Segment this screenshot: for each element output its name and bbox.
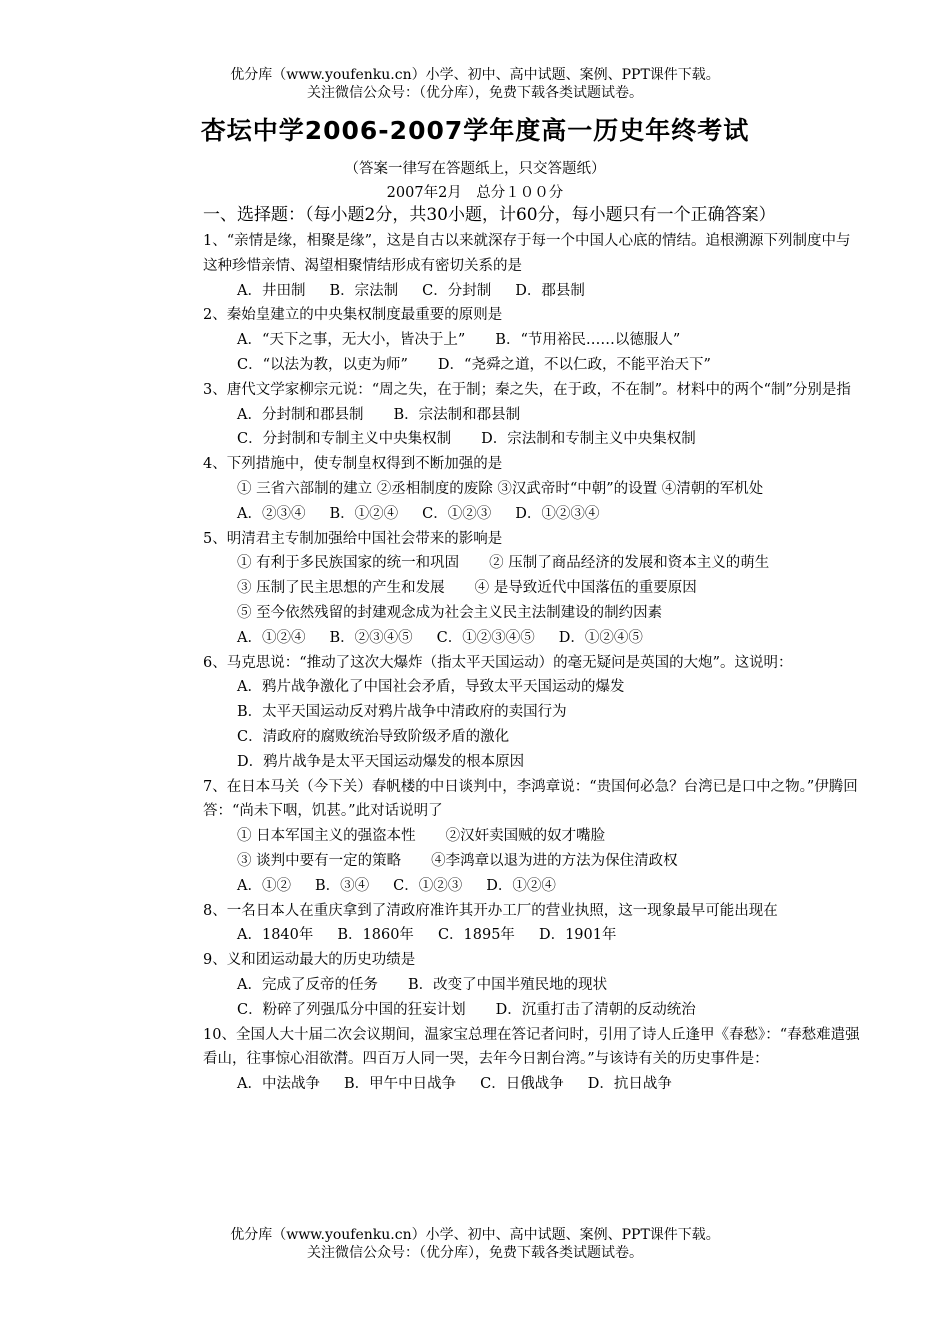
option-line bbox=[203, 725, 863, 750]
question-stem: 3、唐代文学家柳宗元说：“周之失，在于制；秦之失，在于政，不在制”。材料中的两个“制”分别是指 bbox=[203, 381, 851, 398]
option-text: D．宗法制和专制主义中央集权制 bbox=[481, 431, 696, 448]
option-text: ① 有利于多民族国家的统一和巩固 bbox=[237, 555, 460, 572]
option-text: A．分封制和郡县制 bbox=[237, 406, 364, 423]
option-text: A．井田制 bbox=[237, 282, 306, 299]
question-block bbox=[203, 651, 863, 775]
option-text: ②汉奸卖国贼的奴才嘴脸 bbox=[445, 828, 606, 845]
option-line bbox=[203, 576, 863, 601]
option-text: B．宗法制和郡县制 bbox=[393, 406, 521, 423]
option-text: ① 日本军国主义的强盗本性 bbox=[237, 828, 416, 845]
page-header bbox=[0, 66, 950, 102]
option-text: C．“以法为教，以吏为师” bbox=[237, 356, 408, 373]
option-text: ⑤ 至今依然残留的封建观念成为社会主义民主法制建设的制约因素 bbox=[237, 604, 663, 621]
option-line bbox=[203, 923, 863, 948]
option-text: A．完成了反帝的任务 bbox=[237, 976, 378, 993]
option-line bbox=[203, 353, 863, 378]
option-text: C．分封制 bbox=[422, 282, 492, 299]
question-block bbox=[203, 527, 863, 651]
option-text: ① 三省六部制的建立 ②丞相制度的废除 ③汉武帝时“中朝”的设置 ④清朝的军机处 bbox=[237, 480, 764, 497]
option-text: C．清政府的腐败统治导致阶级矛盾的激化 bbox=[237, 728, 510, 745]
option-text: D．沉重打击了清朝的反动统治 bbox=[495, 1001, 696, 1018]
option-text: D．①②③④ bbox=[515, 505, 600, 522]
option-text: D．1901年 bbox=[538, 927, 617, 944]
question-block bbox=[203, 1023, 863, 1097]
option-line bbox=[203, 874, 863, 899]
question-stem: 2、秦始皇建立的中央集权制度最重要的原则是 bbox=[203, 307, 503, 324]
option-text: D．鸦片战争是太平天国运动爆发的根本原因 bbox=[237, 753, 525, 770]
page-footer bbox=[0, 1226, 950, 1262]
option-line bbox=[203, 849, 863, 874]
option-text: B．①②④ bbox=[329, 505, 399, 522]
footer-line-1: 优分库（www.youfenku.cn）小学、初中、高中试题、案例、PPT课件下载。 bbox=[230, 1227, 720, 1243]
option-text: B．甲午中日战争 bbox=[343, 1076, 457, 1093]
option-text: D．“尧舜之道，不以仁政，不能平治天下” bbox=[437, 356, 711, 373]
option-line bbox=[203, 279, 863, 304]
option-line bbox=[203, 973, 863, 998]
option-line bbox=[203, 700, 863, 725]
option-text: ④李鸿章以退为进的方法为保住清政权 bbox=[431, 852, 678, 869]
option-text: A．①② bbox=[237, 877, 291, 894]
option-text: A．“天下之事，无大小，皆决于上” bbox=[237, 332, 466, 349]
option-line bbox=[203, 998, 863, 1023]
option-line bbox=[203, 626, 863, 651]
option-text: D．①②④⑤ bbox=[558, 629, 643, 646]
question-block bbox=[203, 775, 863, 899]
option-line bbox=[203, 477, 863, 502]
exam-content bbox=[203, 203, 863, 1097]
option-line bbox=[203, 675, 863, 700]
option-text: ③ 谈判中要有一定的策略 bbox=[237, 852, 402, 869]
option-text: B．宗法制 bbox=[329, 282, 399, 299]
option-text: D．①②④ bbox=[486, 877, 556, 894]
question-stem: 9、义和团运动最大的历史功绩是 bbox=[203, 952, 416, 969]
option-text: A．1840年 bbox=[237, 927, 314, 944]
option-text: B．③④ bbox=[314, 877, 370, 894]
question-stem: 6、马克思说：“推动了这次大爆炸（指太平天国运动）的毫无疑问是英国的大炮”。这说明： bbox=[203, 654, 793, 671]
question-stem: 7、在日本马关（今下关）春帆楼的中日谈判中，李鸿章说：“贵国何必急？台湾已是口中之物。”伊腾回答：“尚未下咽，饥甚。”此对话说明了 bbox=[203, 778, 858, 820]
option-text: A．①②④ bbox=[237, 629, 306, 646]
option-text: D．抗日战争 bbox=[587, 1076, 672, 1093]
option-line bbox=[203, 328, 863, 353]
option-text: ④ 是导致近代中国落伍的重要原因 bbox=[474, 580, 697, 597]
question-stem: 4、下列措施中，使专制皇权得到不断加强的是 bbox=[203, 456, 503, 473]
option-text: ② 压制了商品经济的发展和资本主义的萌生 bbox=[489, 555, 770, 572]
option-line bbox=[203, 1072, 863, 1097]
option-text: C．①②③ bbox=[422, 505, 492, 522]
option-text: D．郡县制 bbox=[515, 282, 585, 299]
question-stem: 8、一名日本人在重庆拿到了清政府准许其开办工厂的营业执照，这一现象最早可能出现在 bbox=[203, 902, 778, 919]
exam-instruction: （答案一律写在答题纸上，只交答题纸） bbox=[344, 161, 606, 177]
question-block bbox=[203, 948, 863, 1022]
option-text: A．中法战争 bbox=[237, 1076, 320, 1093]
option-text: ③ 压制了民主思想的产生和发展 bbox=[237, 580, 445, 597]
question-stem: 5、明清君主专制加强给中国社会带来的影响是 bbox=[203, 530, 503, 547]
section-heading: 一、选择题：（每小题2分，共30小题，计60分，每小题只有一个正确答案） bbox=[203, 205, 776, 225]
option-line bbox=[203, 403, 863, 428]
question-list bbox=[203, 229, 863, 1097]
option-line bbox=[203, 427, 863, 452]
option-text: B．1860年 bbox=[337, 927, 414, 944]
option-text: B．“节用裕民……以德服人” bbox=[495, 332, 681, 349]
question-block bbox=[203, 303, 863, 377]
option-text: B．改变了中国半殖民地的现状 bbox=[407, 976, 608, 993]
option-text: C．分封制和专制主义中央集权制 bbox=[237, 431, 452, 448]
option-text: C．粉碎了列强瓜分中国的狂妄计划 bbox=[237, 1001, 466, 1018]
option-line bbox=[203, 601, 863, 626]
option-line bbox=[203, 750, 863, 775]
option-line bbox=[203, 551, 863, 576]
exam-date-score: 2007年2月 总分１００分 bbox=[386, 185, 564, 201]
question-stem: 1、“亲情是缘，相聚是缘”，这是自古以来就深存于每一个中国人心底的情结。追根溯源下列制度中与这种珍惜亲情、渴望相聚情结形成有密切关系的是 bbox=[203, 233, 851, 274]
option-line bbox=[203, 824, 863, 849]
option-text: C．①②③④⑤ bbox=[436, 629, 535, 646]
exam-title: 杏坛中学2006-2007学年度高一历史年终考试 bbox=[200, 116, 750, 145]
option-text: B．太平天国运动反对鸦片战争中清政府的卖国行为 bbox=[237, 704, 567, 721]
question-block bbox=[203, 899, 863, 949]
option-text: C．1895年 bbox=[437, 927, 515, 944]
question-stem: 10、全国人大十届二次会议期间，温家宝总理在答记者问时，引用了诗人丘逢甲《春愁》：“春愁难遣强看山，往事惊心泪欲潸。四百万人同一哭，去年今日割台湾。”与该诗有关的历史事件是： bbox=[203, 1026, 860, 1068]
option-line bbox=[203, 502, 863, 527]
option-text: C．①②③ bbox=[393, 877, 463, 894]
option-text: B．②③④⑤ bbox=[329, 629, 413, 646]
option-text: C．日俄战争 bbox=[480, 1076, 564, 1093]
header-line-2: 关注微信公众号：（优分库），免费下载各类试题试卷。 bbox=[307, 85, 643, 101]
footer-line-2: 关注微信公众号：（优分库），免费下载各类试题试卷。 bbox=[307, 1245, 643, 1261]
header-line-1: 优分库（www.youfenku.cn）小学、初中、高中试题、案例、PPT课件下载。 bbox=[230, 67, 720, 83]
question-block bbox=[203, 378, 863, 452]
question-block bbox=[203, 452, 863, 526]
question-block bbox=[203, 229, 863, 303]
option-text: A．鸦片战争激化了中国社会矛盾，导致太平天国运动的爆发 bbox=[237, 679, 625, 696]
option-text: A．②③④ bbox=[237, 505, 306, 522]
